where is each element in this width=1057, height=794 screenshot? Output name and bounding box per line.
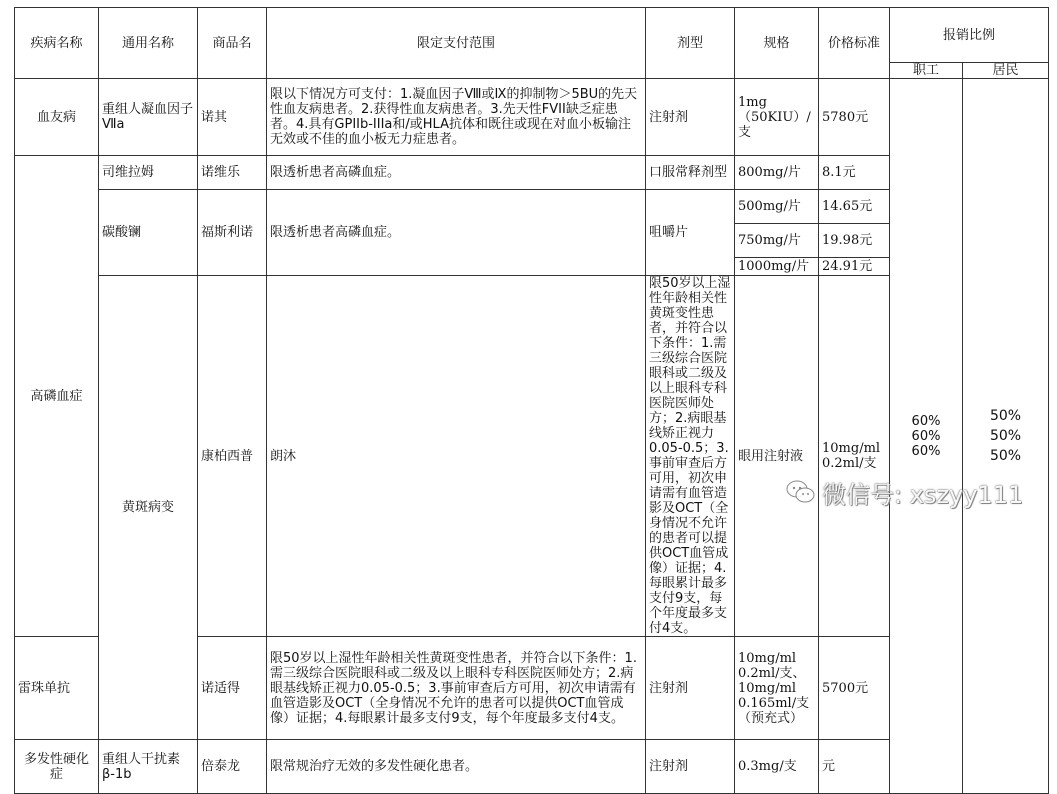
price-cell: 8.1元 — [819, 156, 890, 190]
header-price: 价格标准 — [819, 8, 890, 79]
header-scope: 限定支付范围 — [267, 8, 646, 79]
disease-cell: 血友病 — [15, 79, 99, 156]
brand-cell: 诺适得 — [198, 637, 267, 740]
generic-cell: 重组人干扰素β-1b — [99, 740, 198, 794]
form-cell: 注射剂 — [646, 79, 735, 156]
spec-cell: 500mg/片 — [735, 190, 819, 224]
spec-cell: 800mg/片 — [735, 156, 819, 190]
scope-cell: 限以下情况方可支付：1.凝血因子Ⅷ或Ⅸ的抑制物＞5BU的先天性血友病患者。2.获得性血友病患者。3.先天性FVII缺乏症患者。4.具有GPIIb-IIIa和/或HLA抗体和既往或现在对血小板输注无效或不佳的血小板无力症患者。 — [267, 79, 646, 156]
spec-cell: 0.3mg/支 — [735, 740, 819, 794]
brand-cell: 诺维乐 — [198, 156, 267, 190]
header-spec: 规格 — [735, 8, 819, 79]
scope-cell: 限透析患者高磷血症。 — [267, 190, 646, 276]
form-cell: 咀嚼片 — [646, 190, 735, 276]
resident-ratio-cell: 50% 50% 50% — [963, 79, 1049, 794]
generic-cell: 司维拉姆 — [99, 156, 198, 190]
header-employee: 职工 — [890, 63, 963, 79]
spec-cell: 1000mg/片 — [735, 258, 819, 276]
header-resident: 居民 — [963, 63, 1049, 79]
spec-cell: 750mg/片 — [735, 224, 819, 258]
price-cell: 5700元 — [819, 637, 890, 740]
brand-cell: 倍泰龙 — [198, 740, 267, 794]
brand-cell: 朗沐 — [267, 276, 646, 637]
header-brand: 商品名 — [198, 8, 267, 79]
generic-cell: 雷珠单抗 — [15, 637, 99, 740]
price-cell: 19.98元 — [819, 224, 890, 258]
employee-ratio-cell: 60% 60% 60% — [890, 79, 963, 794]
scope-cell: 限透析患者高磷血症。 — [267, 156, 646, 190]
watermark-text: 微信号: xszyy111 — [822, 480, 1024, 509]
form-cell: 注射剂 — [646, 637, 735, 740]
scope-cell: 限50岁以上湿性年龄相关性黄斑变性患者，并符合以下条件：1.需三级综合医院眼科或二级及以上眼科专科医院医师处方；2.病眼基线矫正视力0.05-0.5；3.事前审查后方可用，初次申请需有血管造影及OCT（全身情况不允许的患者可以提供OCT血管成像）证据；4.每眼累计最多支付9支，每个年度最多支付4支。 — [646, 276, 735, 637]
price-cell: 元 — [819, 740, 890, 794]
scope-cell: 限50岁以上湿性年龄相关性黄斑变性患者，并符合以下条件：1.需三级综合医院眼科或二级及以上眼科专科医院医师处方；2.病眼基线矫正视力0.05-0.5；3.事前审查后方可用，初次申请需有血管造影及OCT（全身情况不允许的患者可以提供OCT血管成像）证据；4.每眼累计最多支付9支，每个年度最多支付4支。 — [267, 637, 646, 740]
wechat-icon — [786, 479, 816, 505]
brand-cell: 诺其 — [198, 79, 267, 156]
price-cell: 24.91元 — [819, 258, 890, 276]
header-ratio: 报销比例 — [890, 8, 1049, 63]
price-cell: 5780元 — [819, 79, 890, 156]
form-cell: 注射剂 — [646, 740, 735, 794]
spec-cell: 1mg（50KIU）/支 — [735, 79, 819, 156]
header-generic: 通用名称 — [99, 8, 198, 79]
generic-cell: 重组人凝血因子Ⅶa — [99, 79, 198, 156]
form-cell: 眼用注射液 — [735, 276, 819, 637]
disease-cell: 高磷血症 — [15, 156, 99, 637]
header-form: 剂型 — [646, 8, 735, 79]
wechat-watermark — [786, 474, 1036, 510]
price-cell: 14.65元 — [819, 190, 890, 224]
header-disease: 疾病名称 — [15, 8, 99, 79]
brand-cell: 福斯利诺 — [198, 190, 267, 276]
form-cell: 口服常释剂型 — [646, 156, 735, 190]
scope-cell: 限常规治疗无效的多发性硬化患者。 — [267, 740, 646, 794]
drug-reimbursement-table — [14, 7, 1049, 794]
generic-cell: 康柏西普 — [198, 276, 267, 637]
generic-cell: 碳酸镧 — [99, 190, 198, 276]
disease-cell: 黄斑病变 — [99, 276, 198, 740]
spec-cell: 10mg/ml 0.2ml/支 — [819, 276, 890, 637]
disease-cell: 多发性硬化症 — [15, 740, 99, 794]
spec-cell: 10mg/ml 0.2ml/支、10mg/ml 0.165ml/支（预充式） — [735, 637, 819, 740]
